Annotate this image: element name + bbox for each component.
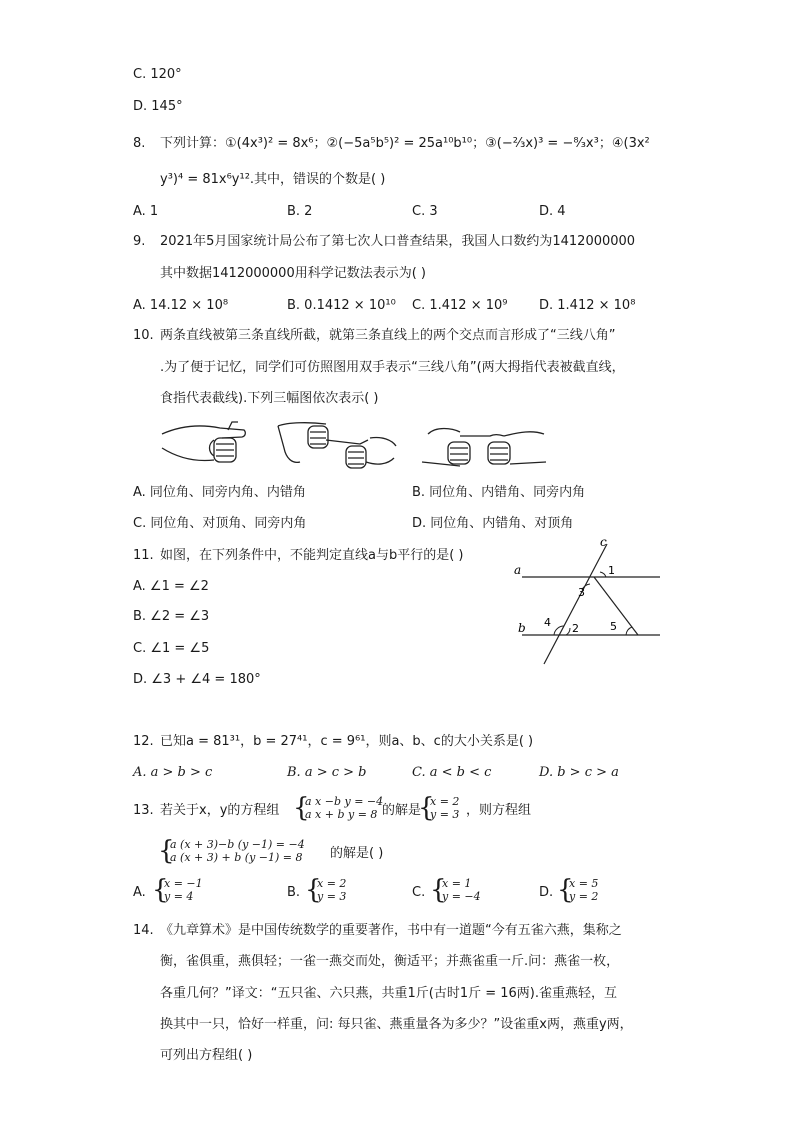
- angle-2-label: 2: [572, 622, 579, 635]
- q13-option-c-eq1: x = 1: [442, 877, 472, 890]
- q8-option-b[interactable]: B. 2: [287, 204, 313, 219]
- q12-option-b[interactable]: B. a > c > b: [287, 765, 367, 780]
- angle-5-label: 5: [610, 620, 617, 633]
- q13-system2-eq2: y = 3: [430, 808, 460, 821]
- q9-option-b[interactable]: B. 0.1412 × 10¹⁰: [287, 298, 396, 313]
- q13-option-d-eq2: y = 2: [569, 890, 599, 903]
- q13-option-b-brace: {: [305, 875, 322, 905]
- q9-stem-line2: 其中数据1412000000用科学记数法表示为( ): [160, 266, 426, 281]
- q14-stem-line4: 换其中一只，恰好一样重，问: 每只雀、燕重量各为多少？”设雀重x两，燕重y两，: [160, 1017, 633, 1032]
- q13-system1-eq1: a x −b y = −4: [305, 795, 384, 808]
- q13-number: 13.: [133, 803, 154, 818]
- q11-option-a[interactable]: A. ∠1 = ∠2: [133, 579, 209, 594]
- q14-stem-line3: 各重几何？”译文：“五只雀、六只燕，共重1斤(古时1斤 = 16两).雀重燕轻，互: [160, 986, 617, 1001]
- q13-option-b-eq2: y = 3: [317, 890, 347, 903]
- q10-option-b[interactable]: B. 同位角、内错角、同旁内角: [412, 485, 586, 500]
- q10-stem-line3: 食指代表截线).下列三幅图依次表示( ): [160, 391, 379, 406]
- q13-stem-part2: 的解是: [382, 803, 422, 818]
- q13-system2-brace: {: [418, 793, 435, 823]
- q13-option-d-eq1: x = 5: [569, 877, 599, 890]
- line-c: [544, 544, 607, 664]
- q13-system2-eq1: x = 2: [430, 795, 460, 808]
- q13-option-d-label[interactable]: D.: [539, 885, 554, 900]
- q10-option-d[interactable]: D. 同位角、内错角、对顶角: [412, 516, 574, 531]
- q11-option-b[interactable]: B. ∠2 = ∠3: [133, 609, 210, 624]
- q13-option-c-brace: {: [430, 875, 447, 905]
- q8-option-d[interactable]: D. 4: [539, 204, 566, 219]
- q13-option-d-brace: {: [557, 875, 574, 905]
- q8-option-c[interactable]: C. 3: [412, 204, 438, 219]
- q8-stem-line1: 下列计算：①(4x³)² = 8x⁶；②(−5a⁵b⁵)² = 25a¹⁰b¹⁰；③(−⅔x)³ = −⁸⁄₃x³；④(3x²: [160, 136, 650, 151]
- q13-stem-part4: 的解是( ): [330, 846, 384, 861]
- q13-option-c-eq2: y = −4: [442, 890, 481, 903]
- q9-stem-line1: 2021年5月国家统计局公布了第七次人口普查结果，我国人口数约为1412000000: [160, 234, 636, 249]
- q11-number: 11.: [133, 548, 154, 563]
- q13-option-a-brace: {: [152, 875, 169, 905]
- q14-stem-line1: 《九章算术》是中国传统数学的重要著作，书中有一道题“今有五雀六燕，集称之: [160, 923, 622, 938]
- angle-4-arc: [554, 626, 564, 635]
- angle-1-arc: [600, 572, 606, 577]
- q13-system1-eq2: a x + b y = 8: [305, 808, 378, 821]
- label-c: c: [600, 535, 607, 549]
- q9-number: 9.: [133, 234, 146, 249]
- q13-option-c-label[interactable]: C.: [412, 885, 426, 900]
- q10-number: 10.: [133, 328, 154, 343]
- q14-stem-line5: 可列出方程组( ): [160, 1048, 253, 1063]
- q11-option-d[interactable]: D. ∠3 + ∠4 = 180°: [133, 672, 261, 687]
- q11-stem: 如图，在下列条件中，不能判定直线a与b平行的是( ): [160, 548, 464, 563]
- angle-2-arc: [566, 628, 570, 635]
- q10-option-a[interactable]: A. 同位角、同旁内角、内错角: [133, 485, 306, 500]
- angle-5-arc: [626, 627, 632, 635]
- hand-gesture-1: [162, 422, 245, 462]
- q13-system1-brace: {: [293, 793, 310, 823]
- q10-stem-line1: 两条直线被第三条直线所截，就第三条直线上的两个交点而言形成了“三线八角”: [160, 328, 616, 343]
- label-b: b: [518, 621, 526, 635]
- q7-option-d[interactable]: D. 145°: [133, 99, 183, 114]
- hand-gesture-2: [278, 423, 396, 468]
- q9-option-a[interactable]: A. 14.12 × 10⁸: [133, 298, 229, 313]
- q12-number: 12.: [133, 734, 154, 749]
- q13-option-b-eq1: x = 2: [317, 877, 347, 890]
- q13-option-b-label[interactable]: B.: [287, 885, 301, 900]
- q13-system3-brace: {: [158, 836, 175, 866]
- q12-stem: 已知a = 81³¹，b = 27⁴¹，c = 9⁶¹，则a、b、c的大小关系是( ): [160, 734, 534, 749]
- angle-4-label: 4: [544, 616, 551, 629]
- hand-gesture-3: [422, 429, 546, 467]
- q9-option-d[interactable]: D. 1.412 × 10⁸: [539, 298, 636, 313]
- q7-option-c[interactable]: C. 120°: [133, 67, 182, 82]
- q8-option-a[interactable]: A. 1: [133, 204, 159, 219]
- q13-system3-eq1: a (x + 3)−b (y −1) = −4: [170, 838, 305, 851]
- q8-stem-line2: y³)⁴ = 81x⁶y¹².其中，错误的个数是( ): [160, 172, 386, 187]
- hand-gesture-figures: [160, 418, 550, 474]
- q12-option-c[interactable]: C. a < b < c: [412, 765, 492, 780]
- q11-parallel-lines-figure: [508, 534, 668, 670]
- q11-option-c[interactable]: C. ∠1 = ∠5: [133, 641, 210, 656]
- q13-stem-part1: 若关于x，y的方程组: [160, 803, 280, 818]
- q8-number: 8.: [133, 136, 146, 151]
- q13-option-a-label[interactable]: A.: [133, 885, 146, 900]
- q13-system3-eq2: a (x + 3) + b (y −1) = 8: [170, 851, 303, 864]
- q12-option-d[interactable]: D. b > c > a: [539, 765, 619, 780]
- q12-option-a[interactable]: A. a > b > c: [133, 765, 213, 780]
- angle-3-label: 3: [578, 586, 585, 599]
- q14-number: 14.: [133, 923, 154, 938]
- q9-option-c[interactable]: C. 1.412 × 10⁹: [412, 298, 508, 313]
- angle-1-label: 1: [608, 564, 615, 577]
- label-a: a: [514, 563, 522, 577]
- q13-stem-part3: ，则方程组: [466, 803, 532, 818]
- q10-stem-line2: .为了便于记忆，同学们可仿照图用双手表示“三线八角”(两大拇指代表被截直线，: [160, 360, 625, 375]
- q10-option-c[interactable]: C. 同位角、对顶角、同旁内角: [133, 516, 307, 531]
- q14-stem-line2: 衡，雀俱重，燕俱轻；一雀一燕交而处，衡适平；并燕雀重一斤.问：燕雀一枚，: [160, 954, 620, 969]
- q13-option-a-eq1: x = −1: [164, 877, 203, 890]
- q13-option-a-eq2: y = 4: [164, 890, 194, 903]
